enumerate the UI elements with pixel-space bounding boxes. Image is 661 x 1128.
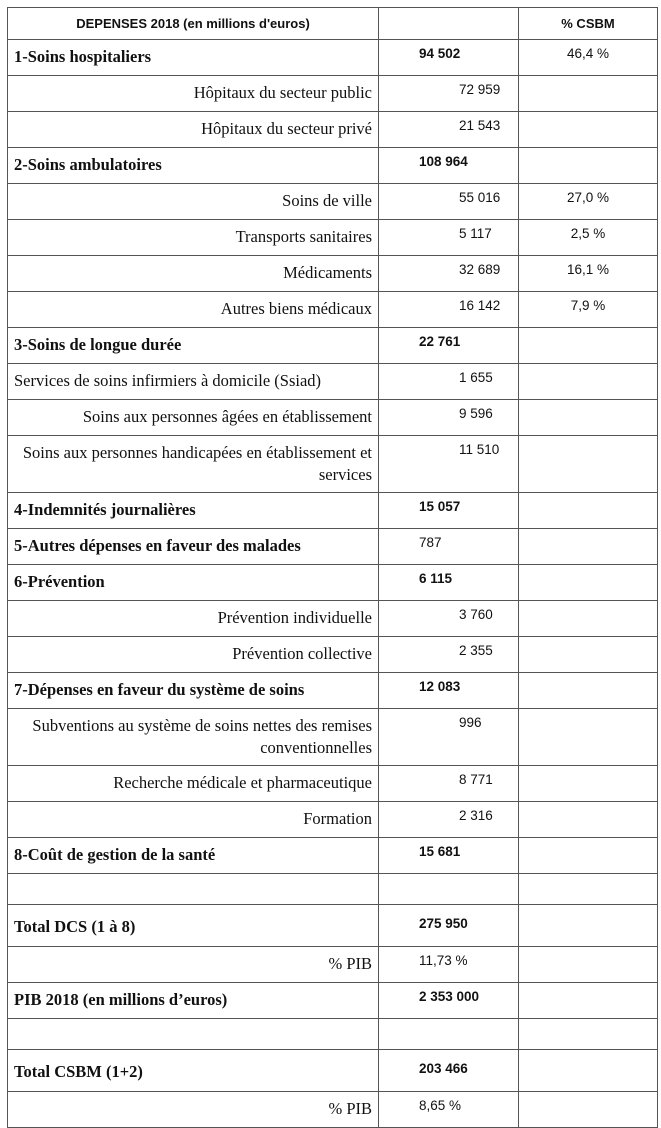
row-value: 16 142: [379, 292, 519, 328]
row-label: Autres biens médicaux: [8, 292, 379, 328]
row-pct: [519, 905, 658, 947]
row-label: Total CSBM (1+2): [8, 1050, 379, 1092]
row-pct: [519, 874, 658, 905]
row-pct: [519, 1092, 658, 1128]
row-pct: [519, 328, 658, 364]
row-pct: [519, 1050, 658, 1092]
table-row: [8, 148, 658, 184]
row-pct: 16,1 %: [519, 256, 658, 292]
row-pct: [519, 565, 658, 601]
row-pct: [519, 947, 658, 983]
row-value: 787: [379, 529, 519, 565]
row-label: 5-Autres dépenses en faveur des malades: [8, 529, 379, 565]
row-pct: [519, 983, 658, 1019]
table-row: [8, 802, 658, 838]
row-label: Médicaments: [8, 256, 379, 292]
table-header-row: [8, 8, 658, 40]
row-value: 275 950: [379, 905, 519, 947]
table-row: [8, 673, 658, 709]
row-label: PIB 2018 (en millions d’euros): [8, 983, 379, 1019]
row-pct: [519, 1019, 658, 1050]
row-value: 15 681: [379, 838, 519, 874]
table-row: [8, 40, 658, 76]
row-pct: [519, 364, 658, 400]
row-value: 5 117: [379, 220, 519, 256]
row-label: Soins de ville: [8, 184, 379, 220]
row-value: 9 596: [379, 400, 519, 436]
table-row: [8, 601, 658, 637]
row-value: [379, 1019, 519, 1050]
row-pct: 2,5 %: [519, 220, 658, 256]
table-row: [8, 256, 658, 292]
table-row: [8, 529, 658, 565]
row-value: 3 760: [379, 601, 519, 637]
row-value: 22 761: [379, 328, 519, 364]
table-row: [8, 184, 658, 220]
row-pct: [519, 637, 658, 673]
row-value: 6 115: [379, 565, 519, 601]
table-row: [8, 1050, 658, 1092]
row-label: Prévention collective: [8, 637, 379, 673]
row-value: 15 057: [379, 493, 519, 529]
expenses-table: [7, 7, 658, 1128]
row-pct: [519, 76, 658, 112]
row-value: 11 510: [379, 436, 519, 493]
table-row: [8, 292, 658, 328]
row-label: Transports sanitaires: [8, 220, 379, 256]
row-pct: 7,9 %: [519, 292, 658, 328]
row-label: Total DCS (1 à 8): [8, 905, 379, 947]
row-pct: [519, 493, 658, 529]
row-value: 72 959: [379, 76, 519, 112]
table-row-empty: [8, 1019, 658, 1050]
row-label: 7-Dépenses en faveur du système de soins: [8, 673, 379, 709]
row-pct: [519, 766, 658, 802]
row-value: 94 502: [379, 40, 519, 76]
row-pct: [519, 673, 658, 709]
table-row: [8, 328, 658, 364]
row-label: [8, 1019, 379, 1050]
row-pct: [519, 802, 658, 838]
header-col2: [379, 8, 519, 40]
table-row: [8, 493, 658, 529]
table-row: [8, 436, 658, 493]
row-label: Services de soins infirmiers à domicile (Ssiad): [8, 364, 379, 400]
row-label: Hôpitaux du secteur public: [8, 76, 379, 112]
row-pct: [519, 529, 658, 565]
row-label: 6-Prévention: [8, 565, 379, 601]
row-label: Recherche médicale et pharmaceutique: [8, 766, 379, 802]
header-title: DEPENSES 2018 (en millions d'euros): [8, 8, 379, 40]
row-value: 55 016: [379, 184, 519, 220]
row-value: 1 655: [379, 364, 519, 400]
table-row: [8, 364, 658, 400]
row-pct: 46,4 %: [519, 40, 658, 76]
row-label: % PIB: [8, 947, 379, 983]
table-row: [8, 766, 658, 802]
row-pct: [519, 601, 658, 637]
table-row: [8, 1092, 658, 1128]
row-value: 11,73 %: [379, 947, 519, 983]
row-pct: [519, 400, 658, 436]
row-value: [379, 874, 519, 905]
row-label: 8-Coût de gestion de la santé: [8, 838, 379, 874]
table-row: [8, 637, 658, 673]
row-label: 2-Soins ambulatoires: [8, 148, 379, 184]
row-pct: [519, 112, 658, 148]
row-label: 1-Soins hospitaliers: [8, 40, 379, 76]
table-row: [8, 709, 658, 766]
table-row: [8, 905, 658, 947]
row-pct: [519, 838, 658, 874]
row-value: 2 355: [379, 637, 519, 673]
row-value: 996: [379, 709, 519, 766]
row-label: Soins aux personnes âgées en établissement: [8, 400, 379, 436]
row-label: [8, 874, 379, 905]
table-row: [8, 76, 658, 112]
row-label: Formation: [8, 802, 379, 838]
row-pct: [519, 709, 658, 766]
table-row: [8, 983, 658, 1019]
row-value: 32 689: [379, 256, 519, 292]
header-pct-csbm: % CSBM: [519, 8, 658, 40]
row-label: Hôpitaux du secteur privé: [8, 112, 379, 148]
table-row-empty: [8, 874, 658, 905]
table-row: [8, 220, 658, 256]
table-row: [8, 112, 658, 148]
row-label: Soins aux personnes handicapées en établissement et services: [8, 436, 379, 493]
row-value: 8 771: [379, 766, 519, 802]
row-label: Prévention individuelle: [8, 601, 379, 637]
row-value: 12 083: [379, 673, 519, 709]
table-row: [8, 565, 658, 601]
table-row: [8, 947, 658, 983]
row-label: % PIB: [8, 1092, 379, 1128]
row-value: 108 964: [379, 148, 519, 184]
row-value: 203 466: [379, 1050, 519, 1092]
row-value: 2 316: [379, 802, 519, 838]
row-value: 2 353 000: [379, 983, 519, 1019]
row-label: Subventions au système de soins nettes des remises conventionnelles: [8, 709, 379, 766]
row-label: 3-Soins de longue durée: [8, 328, 379, 364]
row-value: 21 543: [379, 112, 519, 148]
table-row: [8, 838, 658, 874]
row-value: 8,65 %: [379, 1092, 519, 1128]
row-pct: [519, 148, 658, 184]
row-label: 4-Indemnités journalières: [8, 493, 379, 529]
row-pct: [519, 436, 658, 493]
table-row: [8, 400, 658, 436]
row-pct: 27,0 %: [519, 184, 658, 220]
